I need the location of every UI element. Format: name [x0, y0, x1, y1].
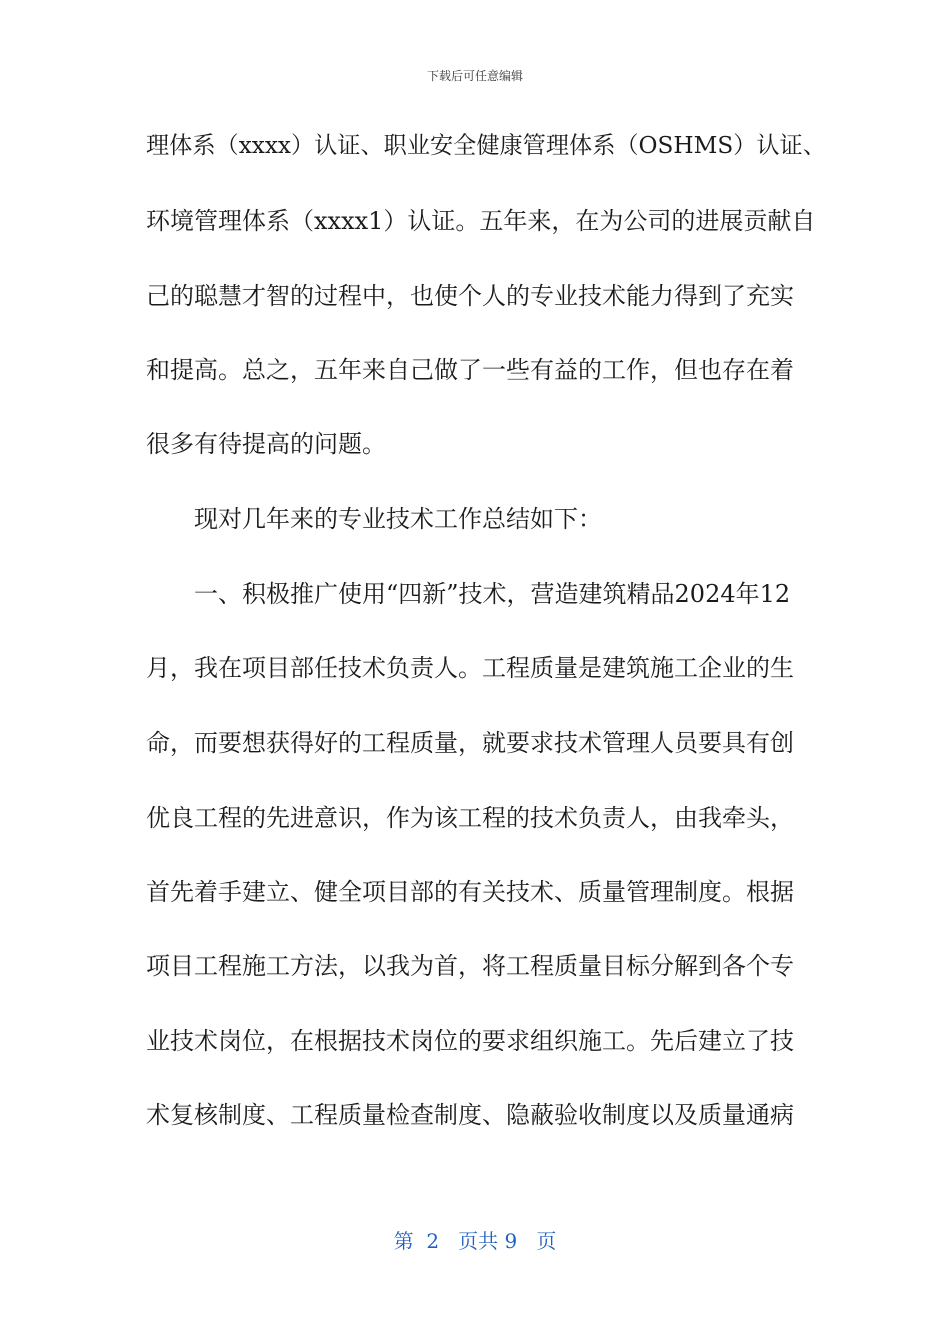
- text-line: 和提高。总之，五年来自己做了一些有益的工作，但也存在着: [146, 356, 794, 384]
- text-line: 月，我在项目部任技术负责人。工程质量是建筑施工企业的生: [146, 654, 794, 682]
- text-line: 环境管理体系（xxxx1）认证。五年来，在为公司的进展贡献自: [146, 207, 816, 235]
- text-line: 术复核制度、工程质量检查制度、隐蔽验收制度以及质量通病: [146, 1101, 794, 1129]
- text-line: 一、积极推广使用“四新”技术，营造建筑精品2024年12: [194, 580, 791, 608]
- text-line: 现对几年来的专业技术工作总结如下：: [194, 505, 602, 533]
- text-line: 己的聪慧才智的过程中，也使个人的专业技术能力得到了充实: [146, 282, 794, 310]
- text-line: 首先着手建立、健全项目部的有关技术、质量管理制度。根据: [146, 878, 794, 906]
- text-line: 理体系（xxxx）认证、职业安全健康管理体系（OSHMS）认证、: [146, 132, 826, 159]
- page-number-footer: 第 2 页共 9 页: [393, 1229, 557, 1253]
- text-line: 项目工程施工方法，以我为首，将工程质量目标分解到各个专: [146, 952, 794, 980]
- text-line: 很多有待提高的问题。: [146, 430, 386, 458]
- page-header: 下载后可任意编辑: [426, 69, 523, 83]
- text-line: 优良工程的先进意识，作为该工程的技术负责人，由我牵头，: [146, 804, 794, 832]
- text-line: 业技术岗位，在根据技术岗位的要求组织施工。先后建立了技: [146, 1027, 794, 1055]
- text-line: 命，而要想获得好的工程质量，就要求技术管理人员要具有创: [146, 729, 794, 757]
